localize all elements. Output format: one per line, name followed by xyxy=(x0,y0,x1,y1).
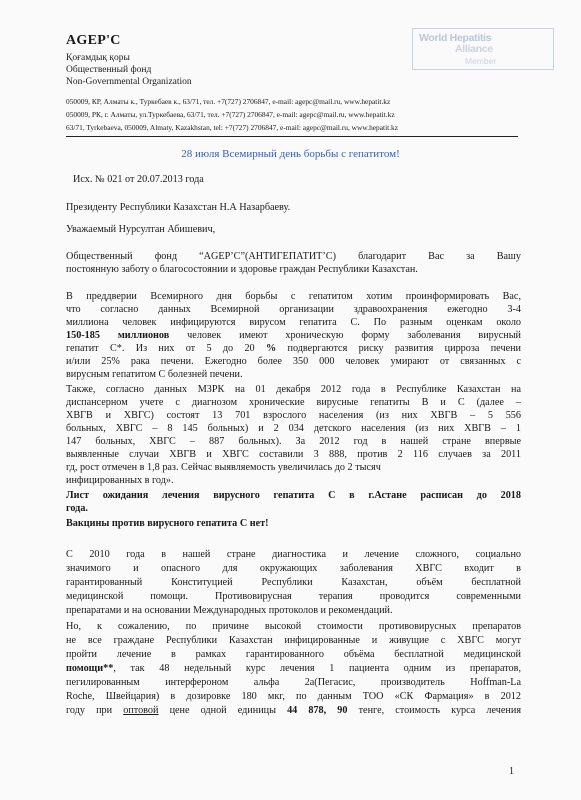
logo-line-1: World Hepatitis xyxy=(419,32,492,44)
addressee: Президенту Республики Казахстан Н.А Назарбаеву. xyxy=(66,202,291,213)
bold-statement-waitlist: года. xyxy=(66,503,88,514)
p3-line: диспансерном учете с диагнозом хронические вирусные гепатиты В и С (далее – xyxy=(66,397,521,408)
p2-line: и/или 25% рака печени. Ежегодно более 350 000 человек умирают от связанных с xyxy=(66,356,521,367)
logo-line-2: Alliance xyxy=(455,43,493,55)
p4-line: С 2010 года в нашей стране диагностика и лечение сложного, социально xyxy=(66,549,521,560)
address-kz: 050009, КР, Алматы к., Туркебаев к., 63/71, тел. +7(727) 2706847, e-mail: agepc@mail.ru, www.hepatit.kz xyxy=(66,97,391,106)
header-divider xyxy=(66,136,518,137)
p5-line: пегилированным интерфероном альфа 2а(Пегасис, производитель Hoffman-La xyxy=(66,677,521,688)
p5-bold-price: 44 878, 90 xyxy=(287,705,348,716)
p4-line: гарантированный Конституцией Республики Казахстан, объём бесплатной xyxy=(66,577,521,588)
p5-underlined-word: оптовой xyxy=(123,705,159,716)
p2-line-text: гепатит С*. Из них от 5 до 20 xyxy=(66,343,255,354)
bold-statement-waitlist: Лист ожидания лечения вирусного гепатита С в г.Астане расписан до 2018 xyxy=(66,490,521,501)
p5-bold-help: помощи** xyxy=(66,663,114,674)
org-name-ru: Общественный фонд xyxy=(66,65,152,75)
p4-line: значимого и опасного для окружающих заболевания ХВГС входит в xyxy=(66,563,521,574)
p4-line: препаратами и на основании Международных протоколов и рекомендаций. xyxy=(66,605,393,616)
p5-line xyxy=(66,662,521,675)
p2-bold-percent: % xyxy=(265,343,277,354)
p3-line: выявленные случаи ХВГВ и ХВГС составили 3 888, против 2 116 случаев за 2011 xyxy=(66,449,521,460)
p3-line: 147 больных, ХВГС – 887 больных). За 2012 год в нашей стране впервые xyxy=(66,436,521,447)
p2-line xyxy=(66,329,521,342)
p5-line-text: тенге, стоимость курса лечения xyxy=(358,705,522,716)
p5-line: не все граждане Республики Казахстан инфицированные и живущие с ХВГС могут xyxy=(66,635,521,646)
bold-statement-vaccine: Вакцины против вирусного гепатита С нет! xyxy=(66,518,269,529)
page-number: 1 xyxy=(509,766,514,777)
banner-title: 28 июля Всемирный день борьбы с гепатитом! xyxy=(181,148,400,160)
p3-line: гд, рост отмечен в 1,8 раз. Сейчас выявляемость увеличилась до 2 тысяч xyxy=(66,462,381,473)
p3-line: инфицированных в год». xyxy=(66,475,174,486)
address-en: 63/71, Tyrkebaeva, 050009, Almaty, Kazakhstan, tel: +7(727) 2706847, e-mail: agepc@mail.ru, www.hepatit.kz xyxy=(66,123,398,132)
p2-line-text: человек имеют хроническую форму заболевания вирусный xyxy=(187,330,521,341)
p5-line-text: , так 48 недельный курс лечения 1 пациента одним из препаратов, xyxy=(113,663,521,674)
greeting: Уважаемый Нурсултан Абишевич, xyxy=(66,224,216,235)
address-ru: 050009, РК, г. Алматы, ул.Туркебаева, 63/71, тел. +7(727) 2706847, e-mail: agepc@mail.ru, www.hepatit.kz xyxy=(66,110,395,119)
p2-line: вирусным гепатитом С болезней печени. xyxy=(66,369,243,380)
p1-line: Общественный фонд “AGEP’C”(АНТИГЕПАТИТ’С) благодарит Вас за Вашу xyxy=(66,251,521,262)
p2-line-text: подвергаются риску развития цирроза печени xyxy=(287,343,521,354)
p5-line xyxy=(66,704,521,717)
p2-bold-figure: 150-185 миллионов xyxy=(66,330,170,341)
p5-line-text: году при xyxy=(66,705,113,716)
p4-line: медицинской помощи. Противовирусная терапия проводится современными xyxy=(66,591,521,602)
logo-line-3: Member xyxy=(465,56,497,66)
outgoing-number: Исх. № 021 от 20.07.2013 года xyxy=(73,174,204,185)
org-name-kz: Қоғамдық қоры xyxy=(66,53,130,63)
org-name: AGEP'C xyxy=(66,33,121,48)
p3-line: Также, согласно данных МЗРК на 01 декабря 2012 года в Республике Казахстан на xyxy=(66,384,521,395)
world-hepatitis-alliance-logo xyxy=(412,28,554,70)
p5-line: Но, к сожалению, по причине высокой стоимости противовирусных препаратов xyxy=(66,621,521,632)
p5-line: Roche, Швейцария) в дозировке 180 мкг, по данным ТОО «СК Фармация» в 2012 xyxy=(66,691,521,702)
p3-line: ХВГВ и ХВГС) состоят 13 701 взрослого населения (из них ХВГВ – 5 556 xyxy=(66,410,521,421)
p2-line xyxy=(66,342,521,355)
p2-line: миллиона человек инфицируются вирусом гепатита С. По разным оценкам около xyxy=(66,317,521,328)
p5-line-text: цене одной единицы xyxy=(169,705,276,716)
p2-line: что согласно данных Всемирной организации здравоохранения ежегодно 3-4 xyxy=(66,304,521,315)
p2-line: В преддверии Всемирного дня борьбы с гепатитом хотим проинформировать Вас, xyxy=(66,291,521,302)
p5-line: пройти лечение в рамках гарантированного объёма бесплатной медицинской xyxy=(66,649,521,660)
p3-line: больных, ХВГС – 8 145 больных) и 2 034 детского населения (из них ХВГВ – 1 xyxy=(66,423,521,434)
p1-line: постоянную заботу о благосостоянии и здоровье граждан Республики Казахстан. xyxy=(66,264,418,275)
org-name-en: Non-Governmental Organization xyxy=(66,77,192,87)
